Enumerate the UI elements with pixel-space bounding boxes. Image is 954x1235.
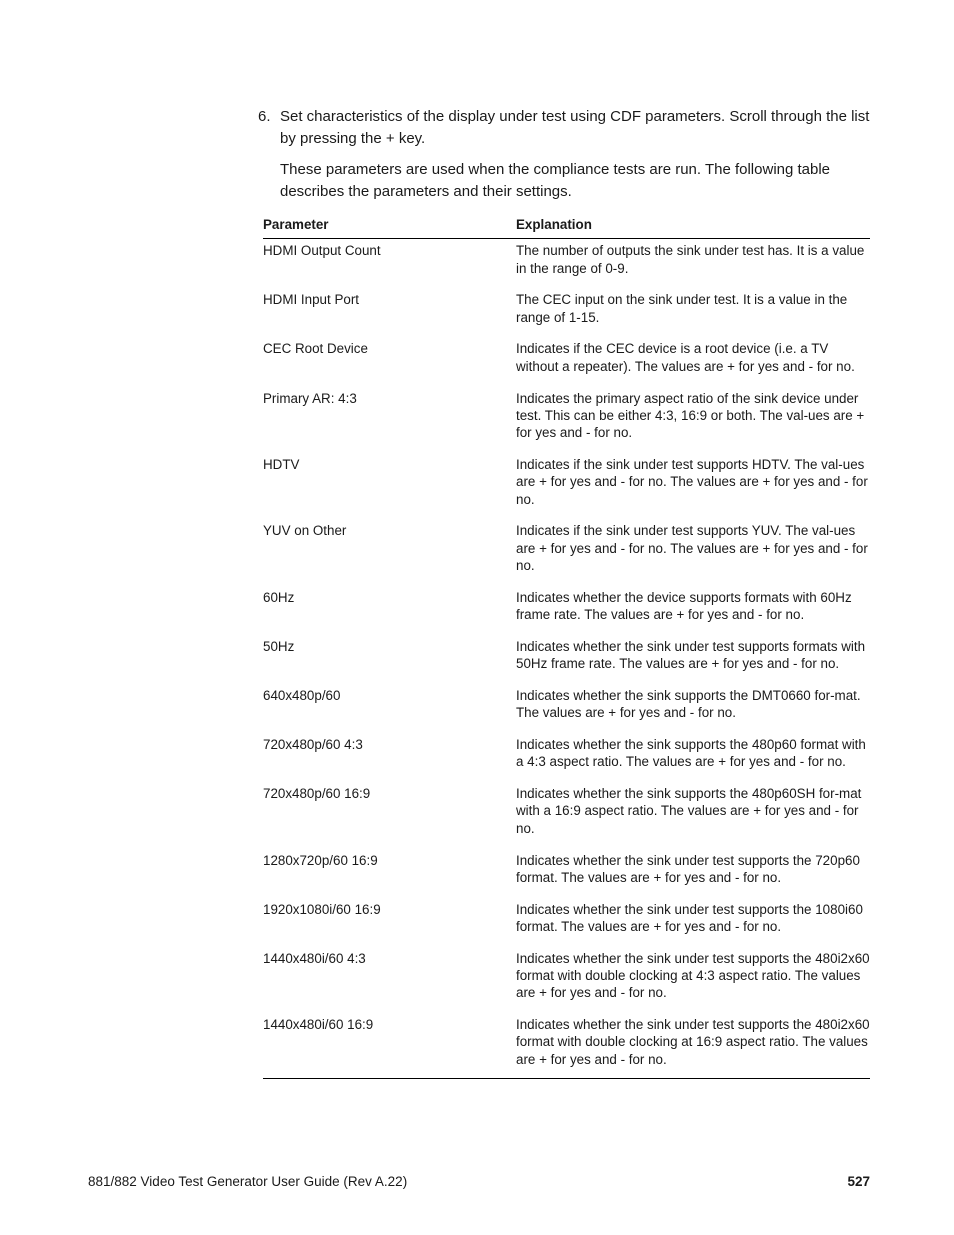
table-row (263, 733, 870, 782)
parameter-cell: 50Hz (263, 638, 295, 654)
parameter-cell: 720x480p/60 16:9 (263, 786, 371, 802)
explanation-cell: Indicates if the sink under test supports YUV. The val-ues are + for yes and - for no. The values are + for yes and - for no. (516, 523, 868, 573)
parameter-cell: Primary AR: 4:3 (263, 390, 357, 406)
table-row (263, 288, 870, 337)
footer-document-title: 881/882 Video Test Generator User Guide (Rev A.22) (88, 1174, 408, 1189)
parameter-cell: 60Hz (263, 589, 295, 605)
step-instruction: Set characteristics of the display under test using CDF parameters. Scroll through the list by pressing the + key. (280, 108, 870, 147)
table-row (263, 387, 870, 453)
parameter-cell: 640x480p/60 (263, 687, 341, 703)
explanation-cell: The CEC input on the sink under test. It is a value in the range of 1-15. (516, 292, 848, 325)
explanation-cell: Indicates whether the sink under test supports formats with 50Hz frame rate. The values are + for yes and - for no. (516, 638, 866, 672)
table-row (263, 898, 870, 947)
explanation-cell: Indicates whether the device supports formats with 60Hz frame rate. The values are + for yes and - for no. (516, 589, 852, 623)
explanation-cell: Indicates whether the sink under test supports the 720p60 format. The values are + for yes and - for no. (516, 852, 860, 885)
parameter-cell: HDMI Output Count (263, 243, 381, 259)
explanation-cell: Indicates whether the sink supports the 480p60 format with a 4:3 aspect ratio. The values are + for yes and - for no. (516, 737, 866, 770)
parameter-cell: 1440x480i/60 16:9 (263, 1013, 516, 1078)
step-text (280, 106, 870, 203)
step-number: 6. (258, 108, 271, 125)
parameter-cell: 1440x480i/60 4:3 (263, 950, 366, 966)
explanation-cell: Indicates if the CEC device is a root device (i.e. a TV without a repeater). The values are + for yes and - for no. (516, 341, 855, 374)
parameter-cell: 1280x720p/60 16:9 (263, 852, 378, 868)
table-header-row (263, 214, 870, 239)
parameter-cell: YUV on Other (263, 523, 347, 539)
header-parameter: Parameter (263, 214, 516, 239)
explanation-cell: Indicates if the sink under test supports HDTV. The val-ues are + for yes and - for no. The values are + for yes and - for no. (516, 456, 868, 507)
explanation-cell: Indicates whether the sink under test supports the 480i2x60 format with double clocking at 16:9 aspect ratio. The values are + for yes and - for no. (516, 1013, 870, 1078)
step-description: These parameters are used when the compliance tests are run. The following table describes the parameters and their settings. (280, 161, 831, 200)
table-row (263, 586, 870, 635)
parameter-cell: 1920x1080i/60 16:9 (263, 901, 381, 917)
table-row (263, 519, 870, 585)
explanation-cell: Indicates whether the sink supports the 480p60SH for-mat with a 16:9 aspect ratio. The values are + for yes and - for no. (516, 786, 862, 836)
parameter-table (263, 214, 870, 1079)
header-explanation: Explanation (516, 214, 870, 239)
explanation-cell: Indicates whether the sink supports the DMT0660 for-mat. The values are + for yes and - for no. (516, 687, 861, 721)
table-row (263, 684, 870, 733)
table-row (263, 453, 870, 519)
explanation-cell: Indicates the primary aspect ratio of the sink device under test. This can be either 4:3, 16:9 or both. The val-ues are + for yes and - for no. (516, 390, 865, 441)
table-row (263, 635, 870, 684)
table-row (263, 947, 870, 1013)
table-row (263, 337, 870, 386)
table-row (263, 239, 870, 289)
parameter-cell: HDTV (263, 456, 300, 472)
procedure-step (258, 106, 870, 203)
parameter-cell: HDMI Input Port (263, 292, 359, 308)
table-row (263, 782, 870, 848)
explanation-cell: The number of outputs the sink under test has. It is a value in the range of 0-9. (516, 243, 865, 276)
parameter-cell: CEC Root Device (263, 341, 368, 357)
explanation-cell: Indicates whether the sink under test supports the 480i2x60 format with double clocking at 4:3 aspect ratio. The values are + for yes and - for no. (516, 950, 870, 1001)
page-number: 527 (847, 1174, 870, 1189)
table-row (263, 849, 870, 898)
table-row (263, 1013, 870, 1078)
parameter-cell: 720x480p/60 4:3 (263, 737, 363, 753)
explanation-cell: Indicates whether the sink under test supports the 1080i60 format. The values are + for yes and - for no. (516, 901, 863, 934)
